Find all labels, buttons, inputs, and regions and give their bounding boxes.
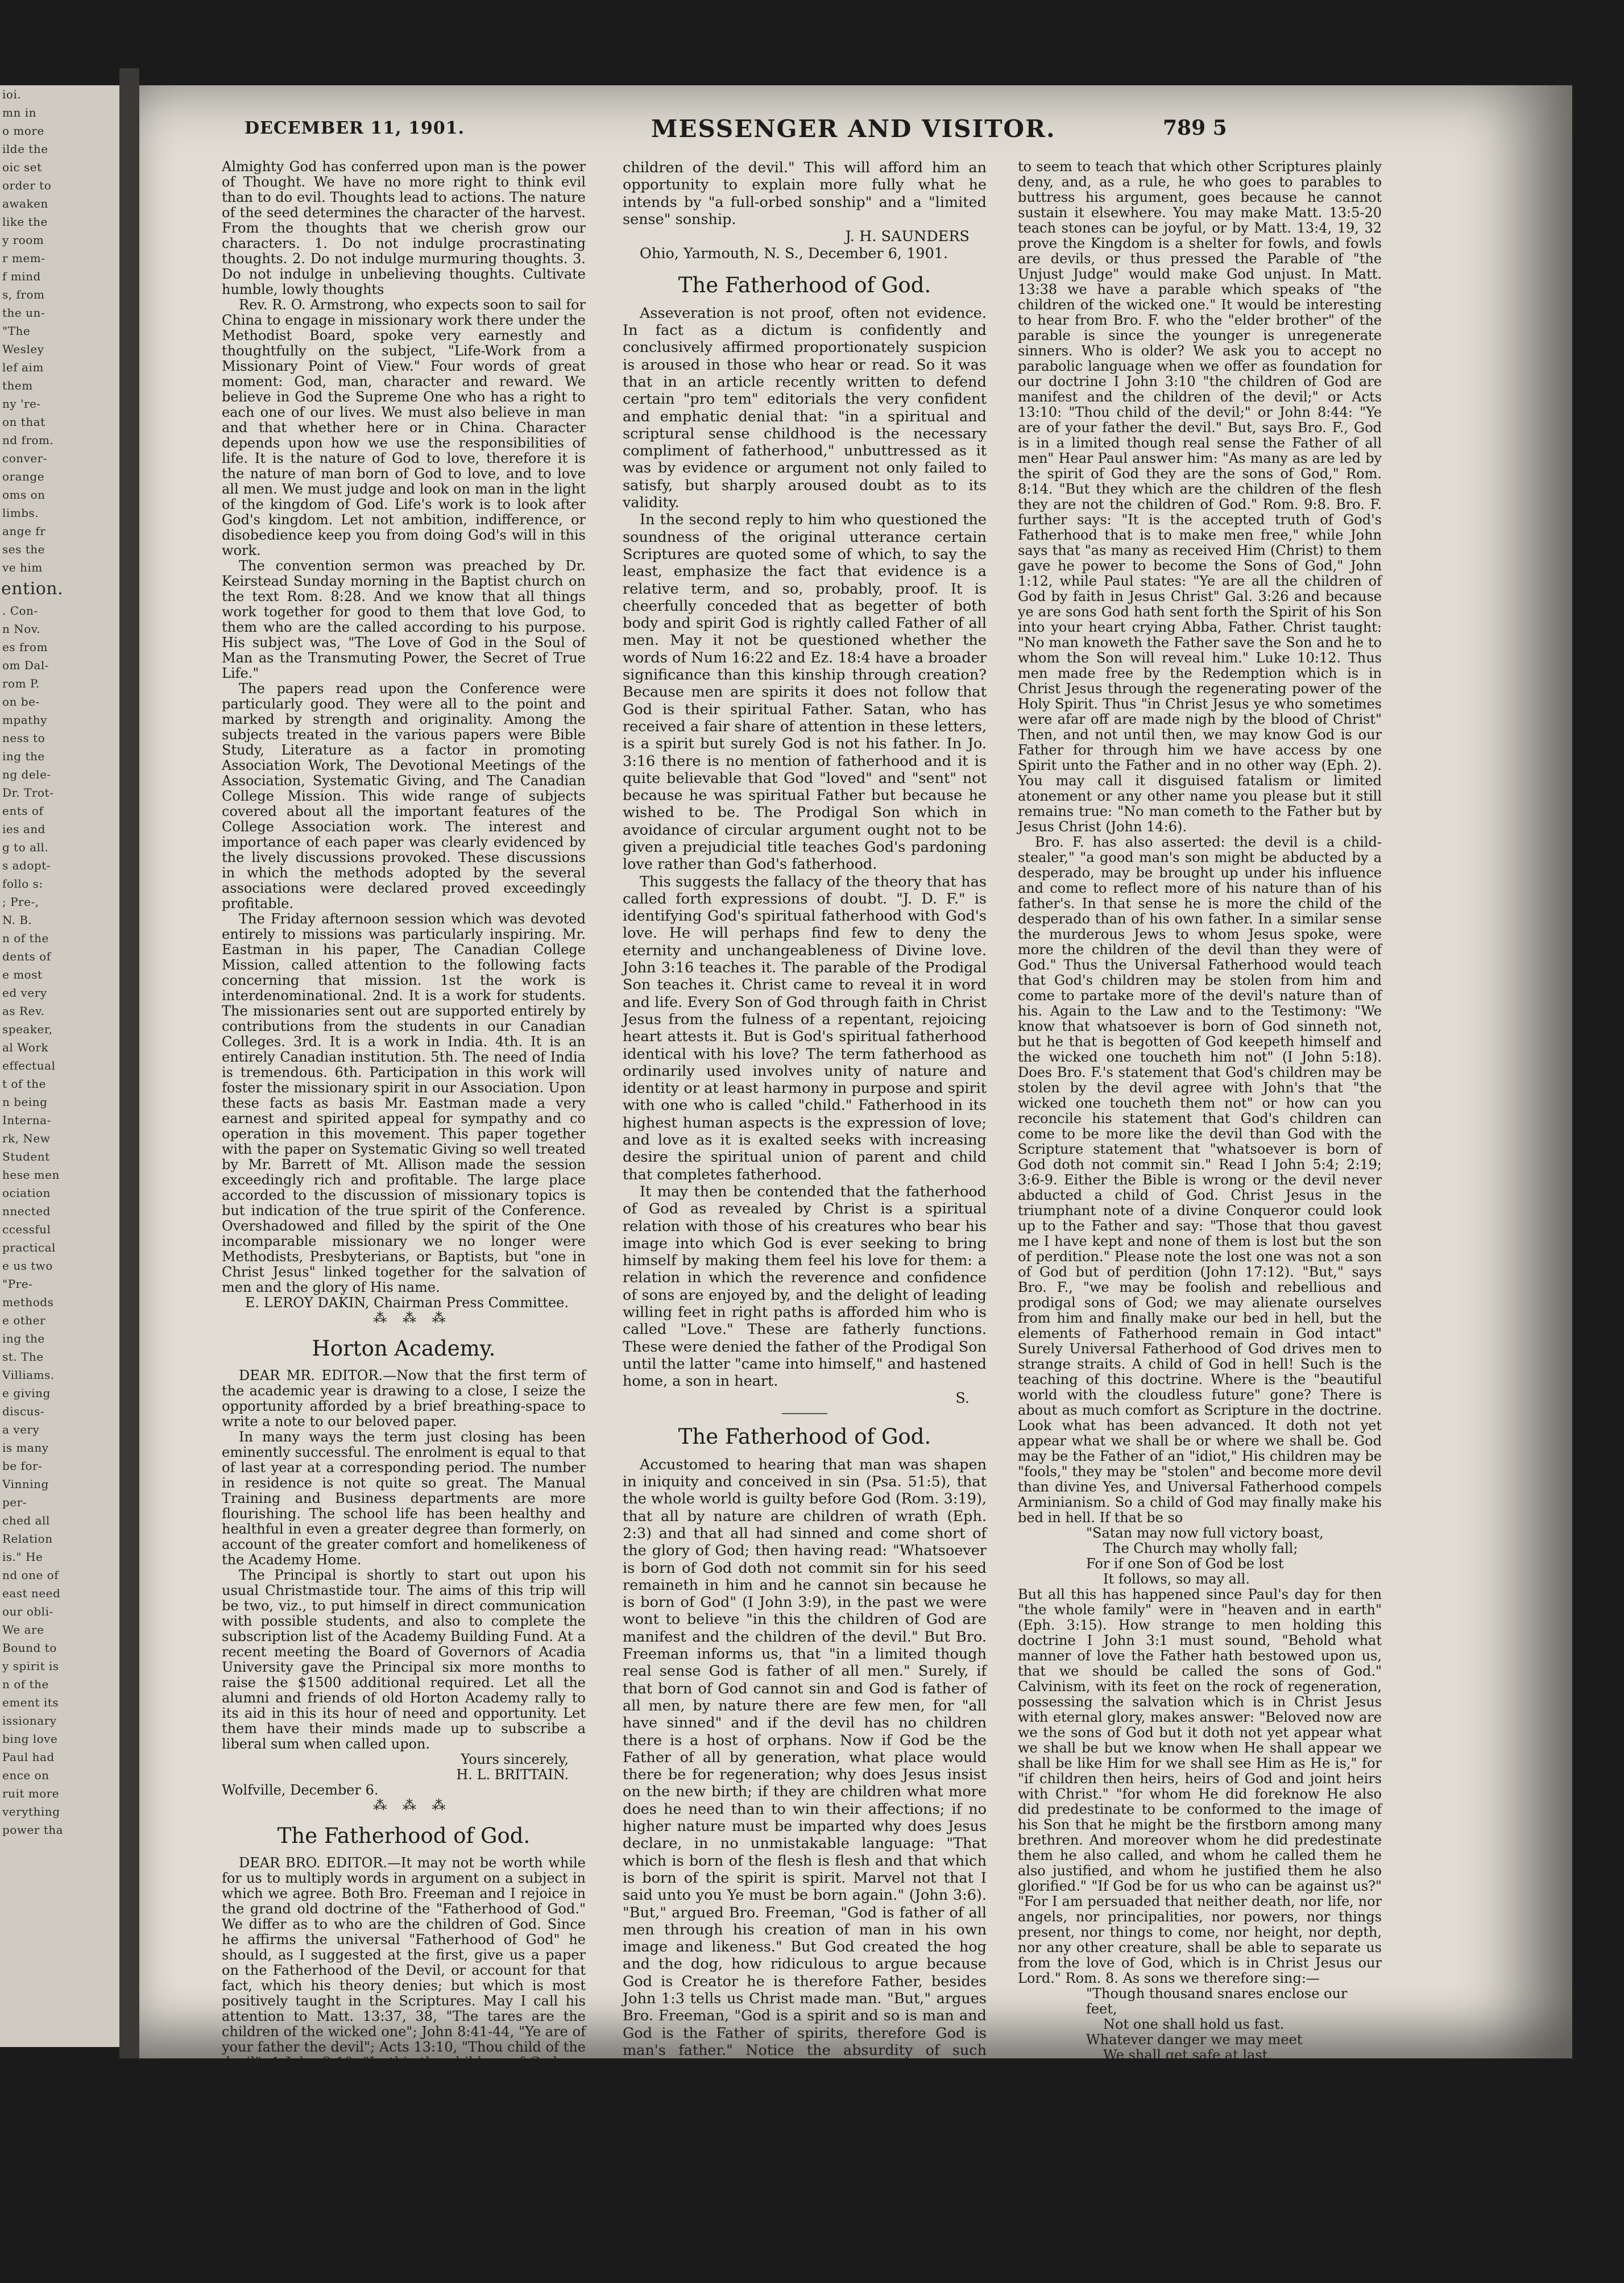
fragment-line: ny 're- — [2, 397, 41, 411]
fragment-line: f mind — [2, 270, 41, 283]
column-3 — [1018, 159, 1382, 2201]
fragment-line: a very — [2, 1423, 40, 1436]
fragment-line: e most — [2, 968, 43, 981]
newspaper-page — [139, 85, 1572, 2283]
fragment-line: st. The — [2, 1350, 44, 1364]
fragment-line: ies and — [2, 822, 45, 836]
dateline: Wolfville, December 6. — [222, 1782, 379, 1798]
verse-line: His purchase firm and true. — [1103, 2078, 1295, 2094]
poem-stanza — [1018, 1526, 1382, 1587]
fragment-line: Student — [2, 1150, 50, 1163]
fragment-line: r mem- — [2, 251, 45, 265]
fragment-line: ruit more — [2, 1787, 60, 1800]
fragment-line: nd from. — [2, 433, 54, 447]
verse-line: "Satan may now full victory boast, — [1086, 1525, 1324, 1541]
verse-line: But loves them to the end." — [1103, 2170, 1292, 2186]
fragment-line: s, from — [2, 288, 45, 301]
fragment-line: ociation — [2, 1186, 51, 1200]
verse-line: It follows, so may all. — [1103, 1571, 1250, 1587]
dateline: Ohio, Yarmouth, N. S., December 6, 1901. — [640, 245, 948, 263]
paragraph: This suggests the fallacy of the theory that has called forth expressions of doubt. "J. D. F." is identifying God's spiritual fatherhood with God's love. He will perhaps find few to deny the eternity and unchangeableness of Divine love. John 3:16 teaches it. The parable of the Prodigal Son teaches it. Christ came to reveal it in word and life. Every Son of God through faith in Christ Jesus from the fulness of a repentant, rejoicing heart attests it. But is God's spiritual fatherhood identical with his love? The term fatherhood as ordinarily used involves unity of nature and identity or at least harmony in purpose and spirit with one who is called "child." Fatherhood in its highest human aspects is the expression of love; and love as it is exalted seeks with increasing desire the spiritual union of parent and child that completes fatherhood. — [623, 873, 987, 1183]
fragment-line: Paul had — [2, 1750, 55, 1764]
fragment-line: is many — [2, 1441, 49, 1455]
verse-line: What shall the righteous do? — [1103, 2108, 1303, 2124]
paragraph: Almighty God has conferred upon man is the power of Thought. We have no more right to think evil than to do evil. Thoughts lead to actions. The nature of the seed determines the character of the harvest. From the thoughts that we cherish grow our characters. 1. Do not indulge procrastinating thoughts. 2. Do not indulge murmuring thoughts. 3. Do not indulge in unbelieving thoughts. Cultivate humble, lowly thoughts — [222, 159, 586, 297]
fragment-line: Interna- — [2, 1113, 51, 1127]
column-2 — [623, 159, 987, 2283]
fragment-line: follo s: — [2, 877, 43, 890]
fragment-line: is." He — [2, 1550, 43, 1564]
article-heading: The Fatherhood of God. — [678, 272, 931, 297]
fragment-line: "Pre- — [2, 1277, 33, 1291]
fragment-line: We are — [2, 1623, 44, 1636]
fragment-line: order to — [2, 179, 52, 192]
fragment-line: Wesley — [2, 342, 44, 356]
fragment-line: Villiams. — [2, 1368, 55, 1382]
fragment-line: n being — [2, 1095, 48, 1109]
fragment-line: ioi. — [2, 88, 22, 101]
fragment-line: the un- — [2, 306, 45, 320]
fragment-line: as Rev. — [2, 1004, 45, 1018]
fragment-heading: ention. — [1, 579, 64, 599]
adjacent-page-lines — [0, 85, 119, 1839]
fragment-line: nnected — [2, 1204, 51, 1218]
fragment-line: . Con- — [2, 604, 38, 618]
fragment-line: y spirit is — [2, 1659, 59, 1673]
fragment-line: lef aim — [2, 361, 44, 374]
fragment-line: orange — [2, 470, 45, 483]
adjacent-page-fragment — [0, 85, 119, 2047]
fragment-line: n Nov. — [2, 622, 41, 636]
paragraph: DEAR MR. EDITOR.—Now that the first term of the academic year is drawing to a close, I seize the opportunity afforded by a brief breathing-space to write a note to our beloved paper. — [222, 1368, 586, 1430]
fragment-line: practical — [2, 1241, 56, 1254]
signature: R. M. BYNON. — [1266, 2185, 1365, 2201]
fragment-line: like the — [2, 215, 48, 229]
fragment-line: ing the — [2, 749, 45, 763]
paragraph: Bro. F. has also asserted: the devil is a child-stealer," "a good man's son might be abducted by a desperado, may be brought up under his influence and come to reflect more of his nature than of his father's. In that sense he is more the child of the desperado than of his own father. In a similar sense the murderous Jews to whom Jesus spoke, were more the children of the devil than they were of God." Thus the Universal Fatherhood would teach that God's children may be stolen from him and come to partake more of the devil's nature than of his. Again to the Law and to the Testimony: "We know that whatsoever is born of God sinneth not, but he that is begotten of God keepeth himself and the wicked one toucheth him not" (I John 5:18). Does Bro. F.'s statement that God's children may be stolen by the devil agree with John's that "the wicked one toucheth them not" or how can you reconcile his statement that God's children can come to be more like the devil than God with the Scripture statement that "whatsoever is born of God doth not commit sin." Read I John 5:4; 2:19; 3:6-9. Either the Bible is wrong or the devil never abducted a child of God. Christ Jesus in the triumphant note of a divine Conqueror could look up to the Father and say: "Those that thou gavest me I have kept and none of them is lost but the son of perdition." Please note the lost one was not a son of God but of perdition (John 17:12). "But," says Bro. F., "we may be foolish and rebellious and prodigal sons of God; we may alienate ourselves from him and finally make our bed in hell, but the elements of Fatherhood remain in God intact" Surely Universal Fatherhood of God drives men to strange straits. A child of God in hell! Such is the teaching of this doctrine. Where is the "beautiful world with the cloudless future" gone? There is about as much comfort as Scripture in the doctrine. Look what has been advanced. It doth not yet appear what we shall be or where we shall be. God may be the Father of an "idiot," His children may be "fools," they may be "stolen" and become more devil than divine Yes, and Universal Fatherhood compels Arminianism. So a child of God may finally make his bed in hell. If that be so — [1018, 834, 1382, 1526]
verse-line: For if one Son of God be lost — [1086, 1556, 1284, 1572]
verse-line: Not one shall hold us fast. — [1103, 2016, 1285, 2032]
fragment-line: verything — [2, 1805, 60, 1818]
fragment-line: conver- — [2, 451, 48, 465]
fragment-line: rom P. — [2, 677, 40, 690]
fragment-line: per- — [2, 1495, 27, 1509]
binding-gutter — [119, 68, 139, 2058]
fragment-line: ing the — [2, 1332, 45, 1345]
fragment-line: oms on — [2, 488, 45, 502]
paragraph: In the second reply to him who questioned the soundness of the original utterance certain Scriptures are quoted some of which, to say the least, emphasize the fact that evidence is a relative term, and so, probably, proof. It is cheerfully conceded that as begetter of both body and spirit God is rightly called Father of all men. May it not be questioned whether the words of Num 16:22 and Ez. 18:4 have a broader significance than this kinship through creation? Because men are spirits it does not follow that God is their spiritual Father. Satan, who has received a fair share of attention in these letters, is a spirit but surely God is not his father. In Jo. 3:16 there is no mention of fatherhood and it is quite believable that God "loved" and "sent" not because he was spiritual Father but because he wished to be. The Prodigal Son which in avoidance of circular argument ought not to be given a prejudicial title teaches God's pardoning love rather than God's fatherhood. — [623, 511, 987, 873]
fragment-line: dents of — [2, 950, 51, 963]
fragment-line: ilde the — [2, 142, 48, 156]
fragment-line: effectual — [2, 1059, 56, 1072]
fragment-line: ched all — [2, 1514, 50, 1527]
fragment-line: nd one of — [2, 1568, 59, 1582]
hymn-verses — [1018, 1986, 1382, 2186]
section-ornament: ⁂ ⁂ ⁂ — [373, 1310, 451, 1326]
fragment-line: ccessful — [2, 1223, 51, 1236]
fragment-line: ence on — [2, 1768, 49, 1782]
fragment-line: ng dele- — [2, 768, 51, 781]
fragment-line: Bound to — [2, 1641, 57, 1655]
verse-line: Not as the world, the Saviour gives, — [1086, 2124, 1335, 2140]
fragment-line: y room — [2, 233, 44, 247]
fragment-line: east need — [2, 1586, 61, 1600]
newspaper-title: MESSENGER AND VISITOR. — [651, 115, 1056, 143]
section-ornament: ⁂ ⁂ ⁂ — [373, 1797, 451, 1813]
paragraph: The papers read upon the Conference were particularly good. They were all to the point and marked by strength and originality. Among the subjects treated in the various papers were Bible Study, Literature as a factor in promoting Association Work, The Devotional Meetings of the Association, Systematic Giving, and The Canadian College Mission. This wide range of subjects covered about all the important features of the College Association work. The interest and importance of each paper was clearly evidenced by the lively discussions provoked. These discussions in which the methods adopted by the several associations were declared proved exceedingly profitable. — [222, 681, 586, 911]
running-header — [139, 115, 1572, 152]
fragment-line: hese men — [2, 1168, 60, 1182]
signature: E. LEROY DAKIN, Chairman Press Committee. — [245, 1295, 569, 1311]
closing: Yours sincerely, — [461, 1751, 569, 1767]
fragment-line: al Work — [2, 1041, 49, 1054]
paragraph: children of the devil." This will afford him an opportunity to explain more fully what he intends by "a full-orbed sonship" and a "limited sense" sonship. — [623, 159, 987, 228]
column-1 — [222, 159, 586, 2086]
fragment-line: es from — [2, 640, 48, 654]
fragment-line: on be- — [2, 695, 40, 708]
fragment-line: o more — [2, 124, 44, 138]
article-heading: The Fatherhood of God. — [277, 1824, 531, 1848]
fragment-line: ve him — [2, 561, 43, 574]
fragment-line: N. B. — [2, 913, 32, 927]
fragment-line: them — [2, 379, 33, 392]
divider — [782, 1413, 827, 1414]
verse-line: We shall get safe at last. — [1103, 2047, 1272, 2063]
fragment-line: our obli- — [2, 1605, 53, 1618]
fragment-line: methods — [2, 1295, 54, 1309]
fragment-line: ents of — [2, 804, 44, 818]
fragment-line: awaken — [2, 197, 48, 210]
verse-line: Whom once he loves he never leaves, — [1086, 2154, 1345, 2170]
fragment-line: mpathy — [2, 713, 47, 727]
paragraph: to seem to teach that which other Scriptures plainly deny, and, as a rule, he who goes to parables to buttress his argument, goes because he cannot sustain it elsewhere. You may make Matt. 13:5-20 teach stones can be joyful, or by Matt. 13:4, 19, 32 prove the Kingdom is a shelter for fowls, and fowls are devils, or thus pressed the Parable of "the Unjust Judge" would make God unjust. In Matt. 13:38 we have a parable which speaks of "the children of the wicked one." It would be interesting to hear from Bro. F. who the "elder brother" of the parable is since the younger is unregenerate sinners. Who is older? We ask you to accept no parabolic language when we offer as foundation for our doctrine I John 3:10 "the children of God are manifest and the children of the devil;" or Acts 13:10: "Thou child of the devil;" or John 8:44: "Ye are of your father the devil." But, says Bro. F., God is in a limited though real sense the Father of all men" Hear Paul answer him: "As many as are led by the spirit of God they are the sons of God," Rom. 8:14. "But they which are the children of the flesh they are not the children of God." Rom. 9:8. Bro. F. further says: "It is the accepted truth of God's Fatherhood that is to make men free," while John says that "as many as received Him (Christ) to them gave he power to become the Sons of God," John 1:12, while Paul states: "Ye are all the children of God by faith in Jesus Christ" Gal. 3:26 and because ye are sons God hath sent forth the Spirit of his Son into your heart crying Abba, Father. Christ taught: "No man knoweth the Father save the Son and he to whom the Son will reveal him." Luke 10:12. Thus men made free by the Redemption which is in Christ Jesus through the regenerating power of the Holy Spirit. Thus "in Christ Jesus ye who sometimes were afar off are made nigh by the blood of Christ" Then, and not until then, we may know God is our Father for through him we have access by one Spirit unto the Father and in no other way (Eph. 2). You may call it disguised fatalism or limited atonement or any other name you please but it still remains true: "No man cometh to the Father but by Jesus Christ (John 14:6). — [1018, 159, 1382, 835]
verse-line: He is no fickle friend. — [1103, 2139, 1253, 2155]
verse-line: "Though thousand snares enclose our feet, — [1086, 1986, 1348, 2017]
fragment-line: n of the — [2, 931, 49, 945]
paragraph: In many ways the term just closing has been eminently successful. The enrolment is equal to that of last year at a corresponding period. The number in residence is not quite so great. The Manual Training and Business departments are more flourishing. The school life has been healthy and healthful in even a greater degree than formerly, on account of the greater comfort and homelikeness of the Academy Home. — [222, 1429, 586, 1568]
fragment-line: power tha — [2, 1823, 64, 1837]
fragment-line: e giving — [2, 1386, 51, 1400]
fragment-line: on that — [2, 415, 45, 429]
fragment-line: issionary — [2, 1714, 57, 1727]
verse-line: If this foundation be removed — [1086, 2093, 1291, 2109]
fragment-line: rk, New — [2, 1132, 51, 1145]
issue-date: DECEMBER 11, 1901. — [245, 118, 465, 138]
signature: J. H. SAUNDERS — [845, 228, 970, 246]
paragraph: DEAR BRO. EDITOR.—It may not be worth while for us to multiply words in argument on a subject in which we agree. Both Bro. Freeman and I rejoice in the grand old doctrine of the "Fatherhood of God." We differ as to who are the children of God. Since he affirms the universal "Fatherhood of God" he should, as I suggested at the first, give us a paper on the Fatherhood of the Devil, or account for that fact, which his theory denies; but which is most positively taught in the Scriptures. May I call his attention to Matt. 13:37, 38, "The tares are the children of the wicked one"; John 8:41-44, "Ye are of your father the devil"; Acts 13:10, "Thou child of the devil"; 1 John 3:10, "In this the children of God are manifest and the — [222, 1855, 586, 2086]
fragment-line: ed very — [2, 986, 47, 1000]
fragment-line: limbs. — [2, 506, 39, 520]
fragment-line: bing love — [2, 1732, 58, 1746]
paragraph: Rev. R. O. Armstrong, who expects soon to sail for China to engage in missionary work there under the Methodist Board, spoke very earnestly and thoughtfully on the subject, "Life-Work from a Missionary Point of View." Four words of great moment: God, man, character and reward. We believe in God the Supreme One who has a right to each one of our lives. We must also believe in man and that whether here or in China. Character depends upon how we use the responsibilities of life. It is the nature of God to love, therefore it is the nature of man born of God to love, and to love all men. We must judge and look on man in the light of the kingdom of God. Life's work is to look after God's kingdom. Let not ambition, indifference, or disobedience keep you from doing God's will in this work. — [222, 297, 586, 558]
signature: H. L. BRITTAIN. — [456, 1767, 569, 1783]
fragment-line: Vinning — [2, 1477, 49, 1491]
article-heading: The Fatherhood of God. — [678, 1424, 931, 1449]
verse-line: Whatever danger we may meet — [1086, 2032, 1303, 2048]
fragment-line: discus- — [2, 1404, 45, 1418]
fragment-line: om Dal- — [2, 658, 49, 672]
fragment-line: be for- — [2, 1459, 43, 1473]
fragment-line: oic set — [2, 160, 42, 174]
fragment-line: ement its — [2, 1696, 59, 1709]
fragment-line: ange fr — [2, 524, 46, 538]
article-heading: Horton Academy. — [312, 1336, 496, 1361]
paragraph: The Principal is shortly to start out upon his usual Christmastide tour. The aims of this trip will be two, viz., to put himself in direct communication with possible students, and also to complete the subscription list of the Academy Building Fund. At a recent meeting the Board of Governors of Acadia University gave the Principal six more months to raise the $1500 additional required. Let all the alumni and friends of old Horton Academy rally to its aid in this its hour of need and opportunity. Let them have their minds made up to subscribe a liberal sum when called upon. — [222, 1567, 586, 1752]
fragment-line: s adopt- — [2, 859, 51, 872]
paragraph: The Friday afternoon session which was devoted entirely to missions was particularly inspiring. Mr. Eastman in his paper, The Canadian College Mission, called attention to the following facts concerning that mission. 1st the work is interdenominational. 2nd. It is a work for students. The missionaries sent out are supported entirely by contributions from the students in our Canadian Colleges. 3rd. It is a work in India. 4th. It is an entirely Canadian institution. 5th. The need of India is tremendous. 6th. Participation in this work will foster the missionary spirit in our Association. Upon these facts as basis Mr. Eastman made a very earnest and spirited appeal for sympathy and co operation in this movement. This paper together with the paper on Systematic Giving so well treated by Mr. Barrett of Mt. Allison made the session exceedingly rich and profitable. The large place accorded to the discussion of missionary topics is but indication of the true spirit of the Conference. Overshadowed and filled by the spirit of the One incomparable missionary we no longer were Methodists, Presbyterians, or Baptists, but "one in Christ Jesus" linked together for the salvation of men and the glory of His name. — [222, 911, 586, 1295]
fragment-line: e us two — [2, 1259, 53, 1273]
fragment-line: ness to — [2, 731, 45, 745]
paragraph: It may then be contended that the fatherhood of God as revealed by Christ is a spiritual relation with those of his creatures who bear his image into which God is ever seeking to bring himself by making them feel his love for them: a relation in which the reverence and confidence of sons are enjoyed by, and the delight of leading willing feet in right paths is afforded him who is called "Love." These are fatherly functions. These were denied the father of the Prodigal Son until the latter "came into himself," and hastened home, a son in heart. — [623, 1183, 987, 1390]
paragraph: But all this has happened since Paul's day for then "the whole family" were in "heaven and in earth" (Eph. 3:15). How strange to men holding this doctrine I John 3:1 must sound, "Behold what manner of love the Father hath bestowed upon us, that we should be called the sons of God." Calvinism, with its feet on the rock of regeneration, possessing the salvation which is in Christ Jesus with eternal glory, makes answer: "Beloved now are we the sons of God but it doth not yet appear what we shall be but we know when He shall appear we shall be like Him for we shall see Him as He is," for "if children then heirs, heirs of God and joint heirs with Christ." "for whom He did foreknow He also did predestinate to be conformed to the image of his Son that he might be the firstborn among many brethren. And moreover whom he did predestinate them he also called, and whom he called them he also justified, and whom he justified them he also glorified." "If God be for us who can be against us?" "For I am persuaded that neither death, nor life, nor angels, nor principalities, nor powers, nor things present, nor things to come, nor height, nor depth, nor any other creature, shall be able to separate us from the love of God, which is in Christ Jesus our Lord." Rom. 8. As sons we therefore sing:— — [1018, 1586, 1382, 1986]
paragraph: Asseveration is not proof, often not evidence. In fact as a dictum is confidently and conclusively affirmed proportionately suspicion is aroused in those who hear or read. So it was that in an article recently written to defend certain "pro tem" editorials the very confident and emphatic denial that: "in a spiritual and scriptural sense childhood is the necessary compliment of fatherhood," unbuttressed as it was by evidence or argument not only failed to satisfy, but sharply aroused doubt as to its validity. — [623, 304, 987, 512]
fragment-line: ses the — [2, 542, 45, 556]
fragment-line: e other — [2, 1314, 46, 1327]
verse-line: The Church may wholly fall; — [1103, 1540, 1298, 1556]
fragment-line: n of the — [2, 1677, 49, 1691]
signature: S. — [955, 1390, 970, 1407]
fragment-line: "The — [2, 324, 31, 338]
fragment-line: mn in — [2, 106, 36, 119]
fragment-line: t of the — [2, 1077, 46, 1091]
verse-line: For Christ in every age has proved — [1086, 2062, 1327, 2078]
fragment-line: ; Pre-, — [2, 895, 39, 909]
paragraph: Accustomed to hearing that man was shapen in iniquity and conceived in sin (Psa. 51:5), that the whole world is guilty before God (Rom. 3:19), that all by nature are children of wrath (Eph. 2:3) and that all had sinned and come short of the glory of God; then having read: "Whatsoever is born of God doth not commit sin for his seed remaineth in him and he cannot sin because he is born of God" (I John 3:9), in the past we were wont to believe "in this the children of God are manifest and the children of the devil." But Bro. Freeman informs us, that "in a limited though real sense God is father of all men." Surely, if that born of God cannot sin and God is father of all men, by nature there are few men, for "all have sinned" and if the devil has no children there is a host of orphans. Now if God be the Father of all by generation, what place would there be for regeneration; why does Jesus insist on the new birth; if they are children what more does he need than to win their affections; if no higher nature must be imparted why does Jesus declare, in no unmistakable language: "That which is born of the flesh is flesh and that which is born of the spirit is spirit. Marvel not that I said unto you Ye must be born again." (John 3:6). "But," argued Bro. Freeman, "God is father of all men through his creation of man in his own image and likeness." But God created the hog and the dog, how ridiculous to argue because God is Creator he is therefore Father, besides John 1:3 tells us Christ made man. "But," argues Bro. Freeman, "God is a spirit and so is man and God is the Father of spirits, therefore God is man's father." Notice the absurdity of such reasoning, with equal consistency we may say: God is a spirit, devils are spirits, therefore God is the Father of devils. Again he seeks evidence, this time he says: "If God is Father to the 'Son of Man' he is man's Father." Try an example of like reasoning: "The 'Son of Man' hath power on earth to forgive sin," therefore sons of men have power to forgive sin and Rome is right priests can absolve (?) Can Bro. Freeman accept this theology? The universal "Fatherhood of God" is next sought through the parable of "The Prodigal Son." Now no man knows better than Bro. F. that parables if pressed on all fours can be made — [623, 1456, 987, 2283]
fragment-line: g to all. — [2, 840, 49, 854]
fragment-line: Relation — [2, 1532, 53, 1546]
fragment-line: Dr. Trot- — [2, 786, 54, 799]
page-number: 789 5 — [1163, 116, 1227, 140]
paragraph: The convention sermon was preached by Dr. Keirstead Sunday morning in the Baptist church on the text Rom. 8:28. And we know that all things work together for good to them that love God, to them who are the called according to his purpose. His subject was, "The Love of God in the Soul of Man as the Transmuting Power, the Secret of True Life." — [222, 558, 586, 681]
fragment-line: speaker, — [2, 1022, 53, 1036]
